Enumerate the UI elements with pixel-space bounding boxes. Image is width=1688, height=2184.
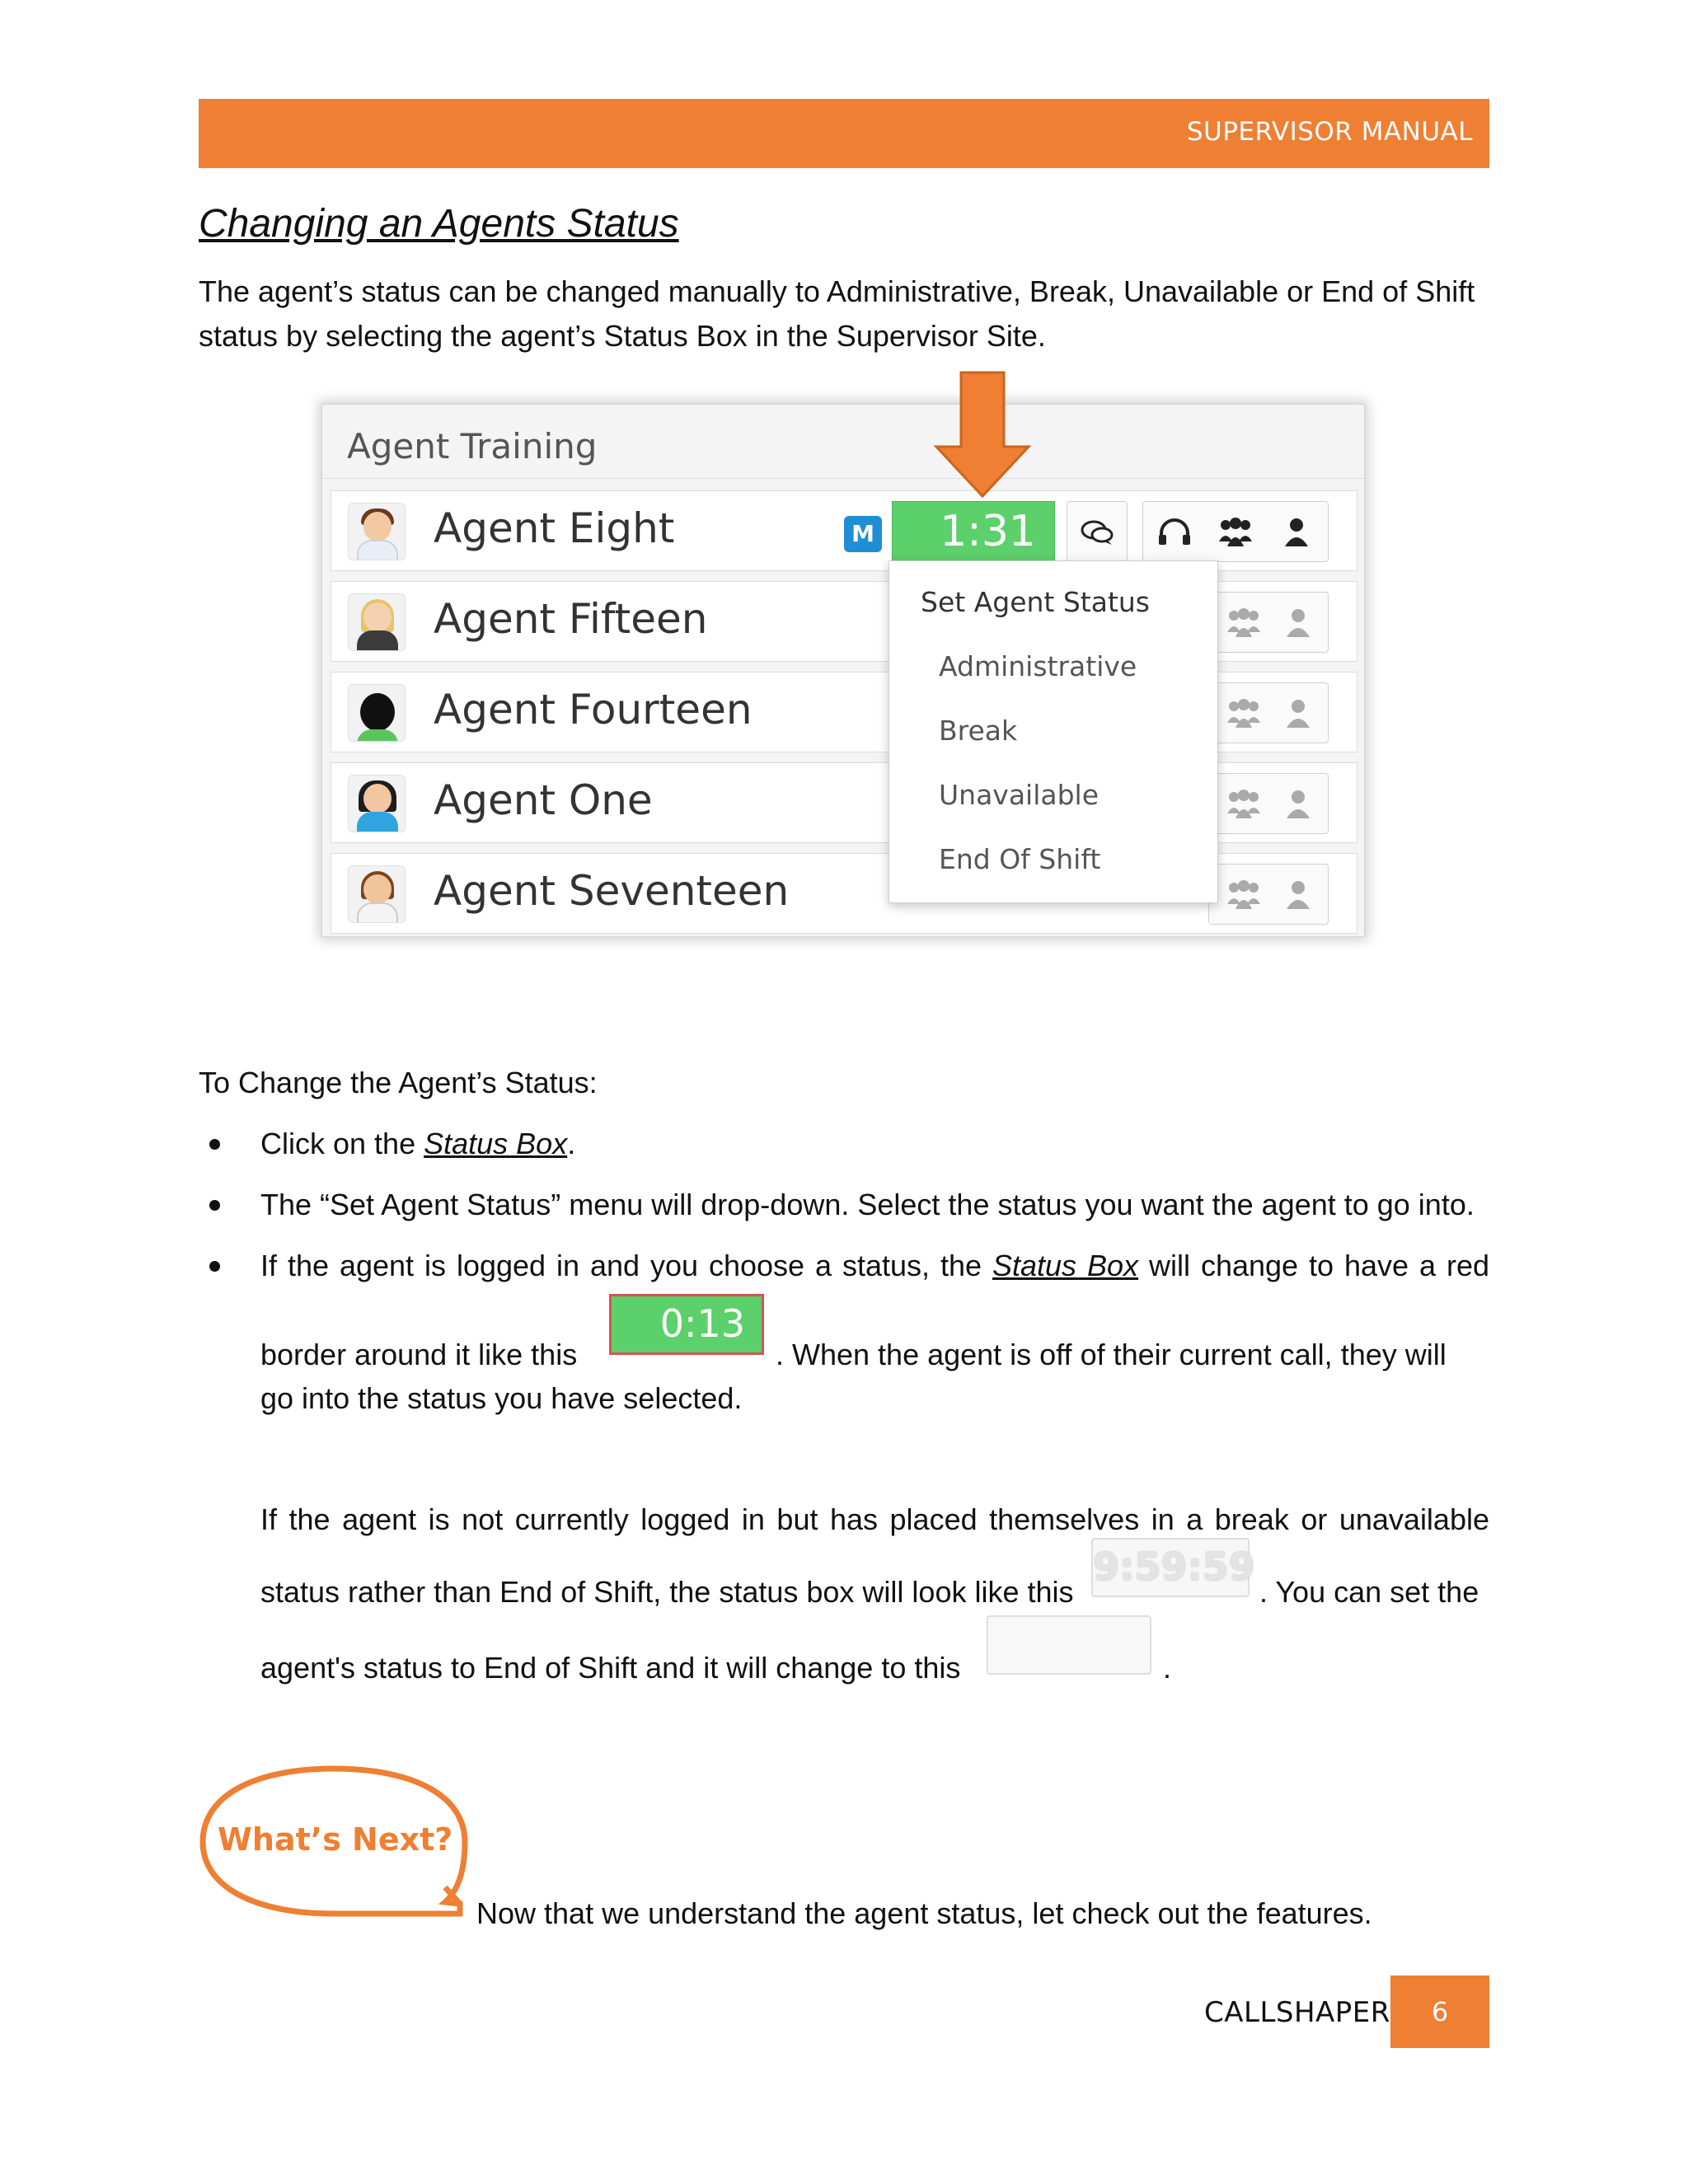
callout-arrow	[933, 371, 1032, 499]
whats-next-label: What’s Next?	[218, 1821, 453, 1858]
section-title: Changing an Agents Status	[199, 202, 679, 246]
intro-line-2: status by selecting the agent’s Status Box in the Supervisor Site.	[199, 319, 1046, 353]
action-button-group	[1208, 682, 1329, 743]
agent-name: Agent Fifteen	[434, 595, 708, 643]
agent-name: Agent Fourteen	[434, 686, 753, 733]
example-status-box-grey: 9:59:59	[1091, 1538, 1250, 1597]
menu-item-break[interactable]: Break	[939, 715, 1018, 747]
dropdown-header: Set Agent Status	[921, 586, 1151, 618]
bullet-1-end: .	[567, 1127, 576, 1160]
agent-row[interactable]	[331, 490, 1357, 571]
notes-line-1: If the agent is not currently logged in but has placed themselves in a break or unavailable	[260, 1502, 1489, 1536]
steps-intro: To Change the Agent’s Status:	[199, 1066, 598, 1099]
page-number: 6	[1390, 1975, 1489, 2048]
action-button-group	[1142, 501, 1329, 562]
user-icon[interactable]	[1280, 789, 1316, 820]
bullet-1	[260, 1122, 575, 1166]
agent-avatar	[348, 503, 406, 560]
agent-avatar	[348, 593, 406, 651]
menu-item-administrative[interactable]: Administrative	[939, 650, 1137, 682]
bullet	[209, 1200, 220, 1211]
header-title: SUPERVISOR MANUAL	[1186, 117, 1473, 147]
notes-line-2-end: . You can set the	[1259, 1575, 1479, 1609]
intro-line-1: The agent’s status can be changed manually to Administrative, Break, Unavailable or End of Shift	[199, 274, 1475, 308]
whats-next-text: Now that we understand the agent status, let check out the features.	[476, 1896, 1372, 1930]
user-icon[interactable]	[1278, 517, 1315, 548]
action-button-group	[1208, 592, 1329, 653]
bullet-3-line-3: go into the status you have selected.	[260, 1381, 743, 1415]
bullet-1-text: Click on the	[260, 1127, 424, 1160]
bullet-3-line-2-start: border around it like this	[260, 1338, 578, 1371]
chat-button[interactable]	[1067, 501, 1128, 562]
notes-line-3-end: .	[1163, 1651, 1172, 1685]
agent-avatar	[348, 775, 406, 832]
m-badge: M	[844, 516, 882, 552]
bullet-3-text-end: will change to have a red	[1138, 1249, 1489, 1282]
group-icon[interactable]	[1226, 879, 1262, 911]
user-icon[interactable]	[1280, 698, 1316, 729]
notes-line-2-start: status rather than End of Shift, the status box will look like this	[260, 1575, 1074, 1609]
bullet-3-line-1	[260, 1244, 1489, 1288]
agent-name: Agent Seventeen	[434, 867, 790, 915]
user-icon[interactable]	[1280, 879, 1316, 911]
bullet	[209, 1261, 220, 1272]
action-button-group	[1208, 864, 1329, 925]
example-status-box-empty	[987, 1615, 1151, 1675]
group-icon[interactable]	[1226, 789, 1262, 820]
panel-title: Agent Training	[347, 426, 598, 466]
agent-avatar	[348, 865, 406, 923]
agent-name: Agent Eight	[434, 504, 675, 552]
chat-icon	[1079, 517, 1115, 548]
group-icon[interactable]	[1226, 698, 1262, 729]
status-box[interactable]: 1:31	[892, 501, 1055, 562]
bullet-2: The “Set Agent Status” menu will drop-down. Select the status you want the agent to go into.	[260, 1188, 1475, 1221]
status-box-link: Status Box	[992, 1249, 1139, 1282]
bullet-3-text: If the agent is logged in and you choose a status, the	[260, 1249, 992, 1282]
status-box-link: Status Box	[424, 1127, 568, 1160]
menu-item-unavailable[interactable]: Unavailable	[939, 779, 1100, 811]
footer-label: CALLSHAPER	[1204, 1996, 1390, 2029]
action-button-group	[1208, 773, 1329, 834]
menu-item-end-of-shift[interactable]: End Of Shift	[939, 843, 1101, 875]
notes-line-3: agent's status to End of Shift and it will change to this	[260, 1651, 961, 1685]
header-bar	[199, 99, 1489, 168]
bullet-3-line-2-end: . When the agent is off of their current call, they will	[776, 1338, 1447, 1371]
bullet	[209, 1139, 220, 1150]
agent-name: Agent One	[434, 776, 653, 824]
example-status-box-red-border: 0:13	[609, 1294, 764, 1355]
set-agent-status-dropdown	[889, 560, 1218, 903]
group-icon[interactable]	[1226, 607, 1262, 639]
panel-header	[322, 405, 1364, 479]
group-icon[interactable]	[1217, 517, 1254, 548]
agent-avatar	[348, 684, 406, 742]
user-icon[interactable]	[1280, 607, 1316, 639]
headset-icon[interactable]	[1156, 517, 1193, 548]
